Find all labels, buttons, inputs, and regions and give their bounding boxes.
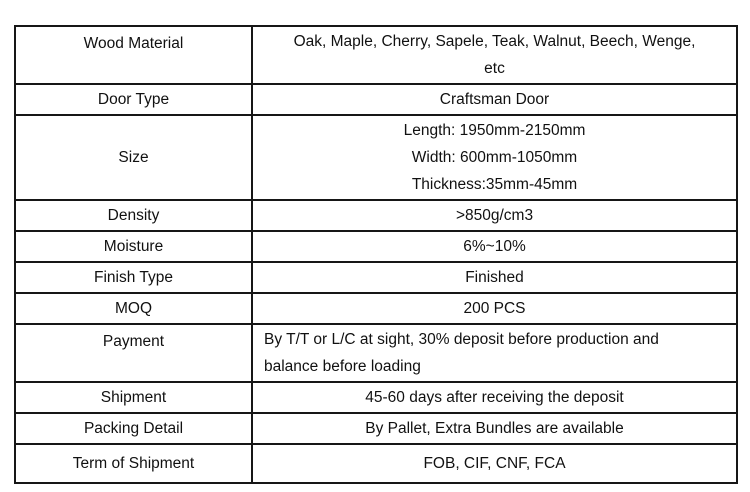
row-value-line: Length: 1950mm-2150mm <box>403 122 586 139</box>
row-label-cell <box>15 413 252 444</box>
row-label-cell <box>15 262 252 293</box>
row-value-line: Craftsman Door <box>439 91 550 108</box>
row-value-cell <box>252 115 737 200</box>
row-value-line: By Pallet, Extra Bundles are available <box>365 420 624 437</box>
row-label: Term of Shipment <box>72 455 195 472</box>
row-label: MOQ <box>114 300 153 317</box>
row-value-cell <box>252 382 737 413</box>
table-row <box>15 84 737 115</box>
row-value-line: By T/T or L/C at sight, 30% deposit before production and <box>264 331 659 348</box>
row-value-line: Thickness:35mm-45mm <box>411 176 578 193</box>
row-value-cell <box>252 231 737 262</box>
table-row <box>15 324 737 382</box>
row-label-cell <box>15 84 252 115</box>
row-value-line: 200 PCS <box>463 300 526 317</box>
row-label-cell <box>15 293 252 324</box>
row-value-line: >850g/cm3 <box>455 207 534 224</box>
row-value-line: Finished <box>465 269 524 286</box>
row-label-cell <box>15 231 252 262</box>
row-value-line: etc <box>484 60 505 77</box>
row-label-cell <box>15 382 252 413</box>
row-label: Shipment <box>100 389 167 406</box>
row-value-line: Oak, Maple, Cherry, Sapele, Teak, Walnut, Beech, Wenge, <box>293 33 696 50</box>
row-label: Finish Type <box>94 269 173 286</box>
table-row <box>15 200 737 231</box>
row-label-cell <box>15 26 252 84</box>
row-label: Payment <box>102 333 165 350</box>
table-row <box>15 413 737 444</box>
row-value-line: 45-60 days after receiving the deposit <box>365 389 624 406</box>
row-label-cell <box>15 444 252 483</box>
table-row <box>15 262 737 293</box>
spec-table <box>14 25 738 484</box>
row-value-cell <box>252 84 737 115</box>
table-row <box>15 231 737 262</box>
row-value-cell <box>252 324 737 382</box>
row-value-cell <box>252 293 737 324</box>
row-label: Size <box>118 149 149 166</box>
row-label: Packing Detail <box>83 420 184 437</box>
table-row <box>15 26 737 84</box>
row-value-cell <box>252 444 737 483</box>
row-value-cell <box>252 200 737 231</box>
table-row <box>15 293 737 324</box>
row-value-line: 6%~10% <box>463 238 526 255</box>
row-value-cell <box>252 26 737 84</box>
row-value-line: balance before loading <box>264 358 421 375</box>
row-value-line: FOB, CIF, CNF, FCA <box>423 455 566 472</box>
row-label: Moisture <box>103 238 164 255</box>
table-row <box>15 444 737 483</box>
table-row <box>15 115 737 200</box>
table-row <box>15 382 737 413</box>
row-value-line: Width: 600mm-1050mm <box>411 149 578 166</box>
row-value-cell <box>252 413 737 444</box>
row-label-cell <box>15 324 252 382</box>
row-label: Door Type <box>97 91 170 108</box>
row-label: Density <box>107 207 160 224</box>
spec-table-body <box>15 26 737 483</box>
row-label: Wood Material <box>83 35 184 52</box>
row-value-cell <box>252 262 737 293</box>
row-label-cell <box>15 115 252 200</box>
row-label-cell <box>15 200 252 231</box>
